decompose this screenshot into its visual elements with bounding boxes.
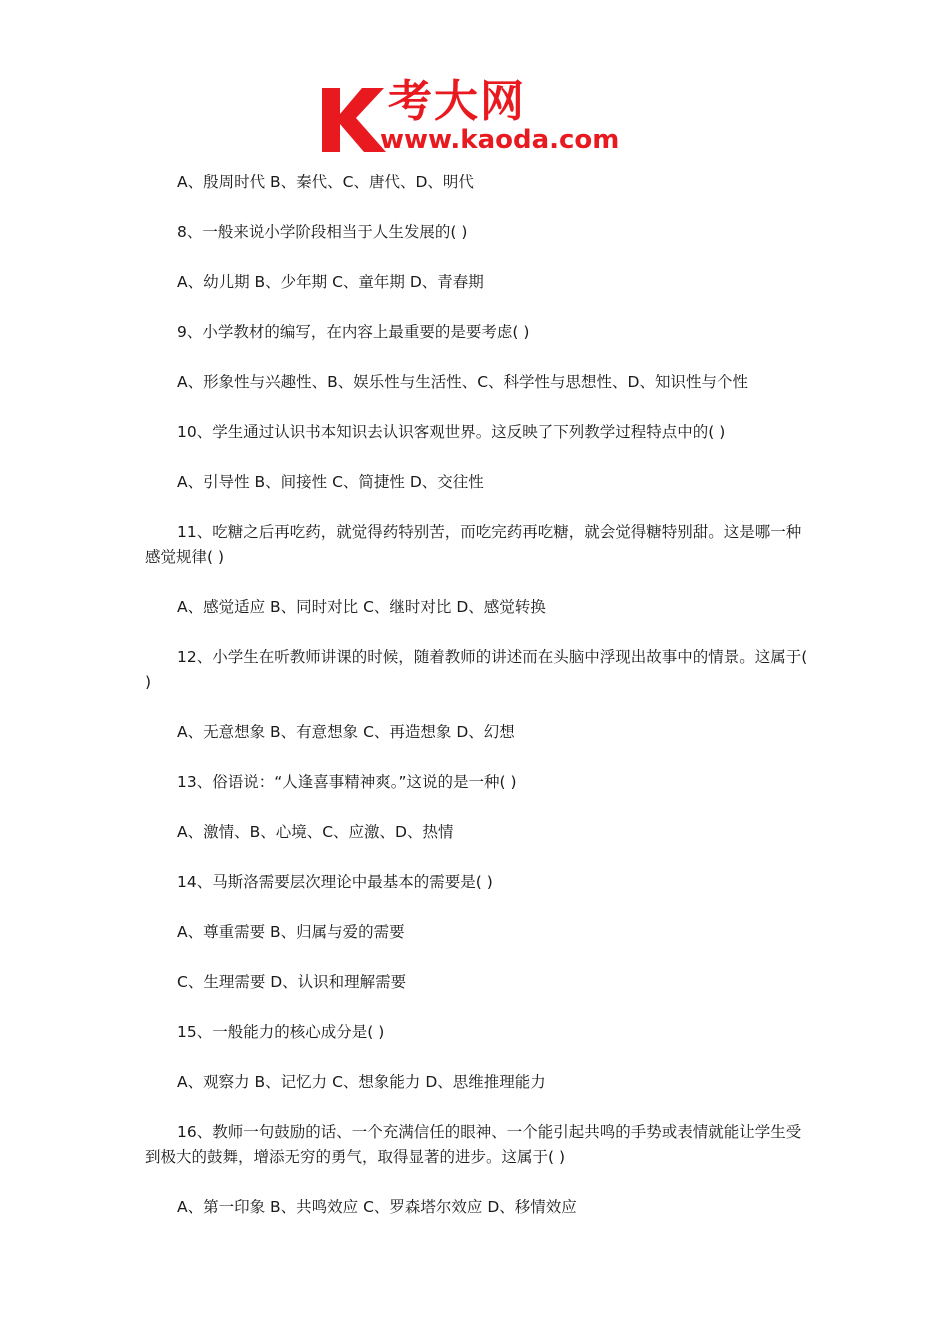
option-line: A、无意想象 B、有意想象 C、再造想象 D、幻想 <box>177 723 515 741</box>
kaoda-logo <box>318 78 638 160</box>
logo-url: www.kaoda.com <box>380 125 620 155</box>
question-10: 10、学生通过认识书本知识去认识客观世界。这反映了下列教学过程特点中的( ) <box>177 423 726 441</box>
question-16: 16、教师一句鼓励的话、一个充满信任的眼神、一个能引起共鸣的手势或表情就能让学生受到极大的鼓舞，增添无穷的勇气，取得显著的进步。这属于( ) <box>145 1123 802 1166</box>
question-8: 8、一般来说小学阶段相当于人生发展的( ) <box>177 223 468 241</box>
option-line: A、殷周时代 B、秦代、C、唐代、D、明代 <box>177 173 474 191</box>
option-line: A、第一印象 B、共鸣效应 C、罗森塔尔效应 D、移情效应 <box>177 1198 577 1216</box>
option-line: A、观察力 B、记忆力 C、想象能力 D、思维推理能力 <box>177 1073 546 1091</box>
option-line: A、尊重需要 B、归属与爱的需要 <box>177 923 405 941</box>
question-13: 13、俗语说：“人逢喜事精神爽。”这说的是一种( ) <box>177 773 517 791</box>
option-line: A、引导性 B、间接性 C、简捷性 D、交往性 <box>177 473 484 491</box>
question-9: 9、小学教材的编写，在内容上最重要的是要考虑( ) <box>177 323 530 341</box>
option-line: A、感觉适应 B、同时对比 C、继时对比 D、感觉转换 <box>177 598 546 616</box>
option-line: C、生理需要 D、认识和理解需要 <box>177 973 407 991</box>
logo-title: 考大网 <box>388 76 526 127</box>
document-body <box>145 170 810 1245</box>
question-15: 15、一般能力的核心成分是( ) <box>177 1023 385 1041</box>
option-line: A、形象性与兴趣性、B、娱乐性与生活性、C、科学性与思想性、D、知识性与个性 <box>177 373 748 391</box>
question-11: 11、吃糖之后再吃药，就觉得药特别苦，而吃完药再吃糖，就会觉得糖特别甜。这是哪一种感觉规律( ) <box>145 523 802 566</box>
question-14: 14、马斯洛需要层次理论中最基本的需要是( ) <box>177 873 493 891</box>
option-line: A、激情、B、心境、C、应激、D、热情 <box>177 823 454 841</box>
option-line: A、幼儿期 B、少年期 C、童年期 D、青春期 <box>177 273 484 291</box>
question-12: 12、小学生在听教师讲课的时候，随着教师的讲述而在头脑中浮现出故事中的情景。这属于( ) <box>145 648 808 691</box>
